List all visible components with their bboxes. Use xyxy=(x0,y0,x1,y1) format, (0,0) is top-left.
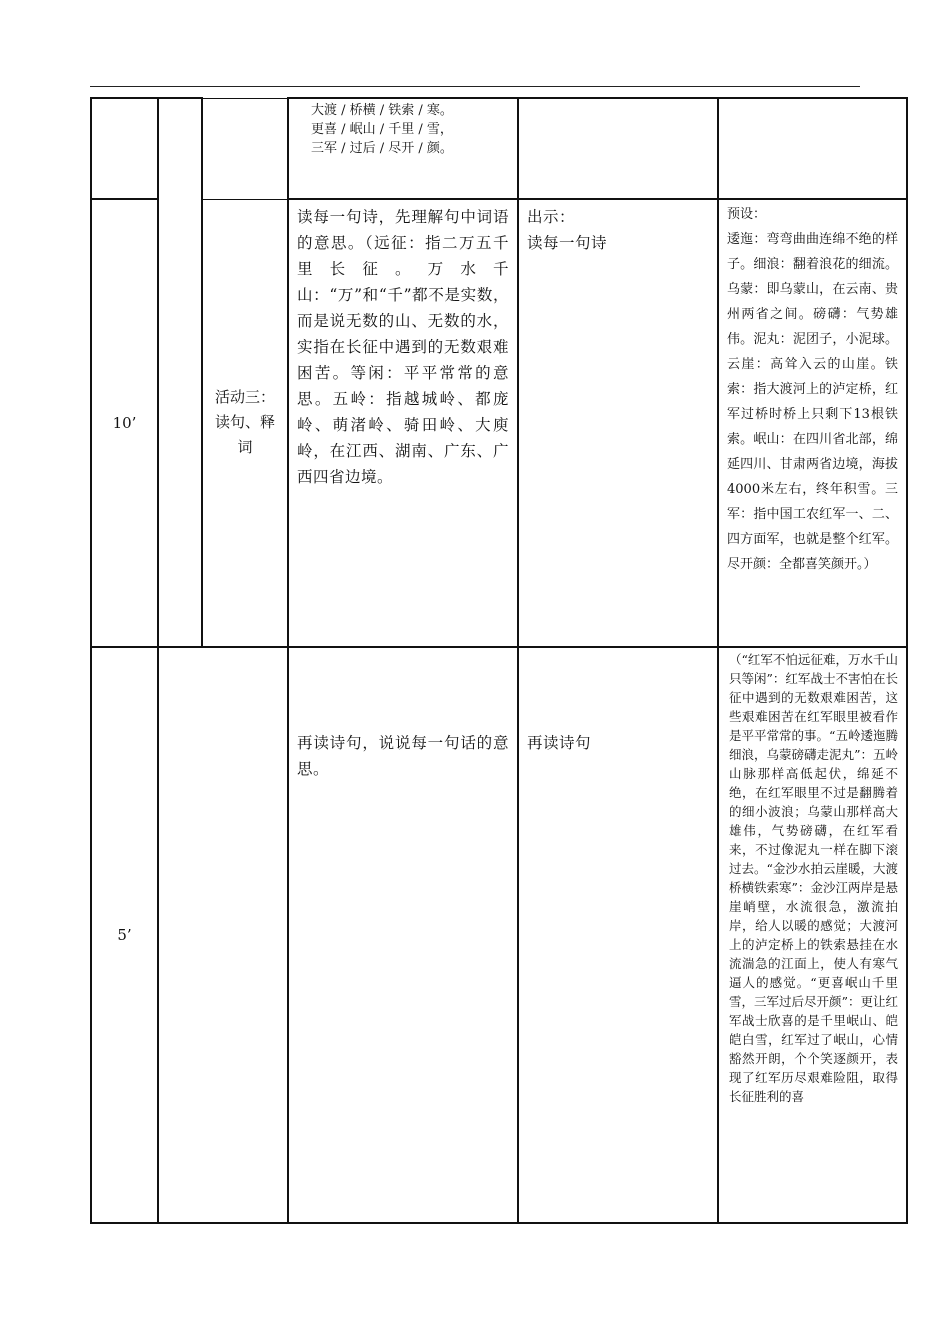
notes-cell xyxy=(718,98,907,199)
lesson-plan-table xyxy=(90,97,908,1224)
poem-lines xyxy=(289,99,517,158)
activity-cell xyxy=(202,199,288,647)
section-cell xyxy=(158,98,202,647)
table-row xyxy=(91,647,907,1223)
poem-line: 更喜 / 岷山 / 千里 / 雪， xyxy=(311,122,453,137)
notes-cell xyxy=(718,199,907,647)
section-cell xyxy=(158,647,288,1223)
student-activity-text: 读每一句诗，先理解句中词语的意思。（远征：指二万五千里长征。万水千山：“万”和“千”都不是实数，而是说无数的山、无数的水，实指在长征中遇到的无数艰难困苦。等闲：平平常常的意思。五岭：指越城岭、都庞岭、萌渚岭、骑田岭、大庾岭，在江西、湖南、广东、广西四省边境。 xyxy=(297,208,509,486)
time-cell xyxy=(91,98,158,199)
table-row xyxy=(91,98,907,199)
student-activity-cell xyxy=(288,647,518,1223)
teacher-activity-cell xyxy=(518,199,718,647)
student-activity-text: 再读诗句，说说每一句话的意思。 xyxy=(297,734,509,778)
activity-label: 活动三：读句、释词 xyxy=(214,388,275,457)
teacher-activity-cell xyxy=(518,98,718,199)
time-label: 5’ xyxy=(117,926,132,944)
student-activity-cell xyxy=(288,199,518,647)
table-row xyxy=(91,199,907,647)
notes-text: （“红军不怕远征难，万水千山只等闲”：红军战士不害怕在长征中遇到的无数艰难困苦，这些艰难困苦在红军眼里被看作是平平常常的事。“五岭逶迤腾细浪，乌蒙磅礴走泥丸”：五岭山脉那样高低起伏，绵延不绝，在红军眼里不过是翻腾着的细小波浪；乌蒙山那样高大雄伟，气势磅礴，在红军看来，不过像泥丸一样在脚下滚过去。“金沙水拍云崖暖，大渡桥横铁索寒”：金沙江两岸是悬崖峭壁，水流很急，激流拍岸，给人以暖的感觉；大渡河上的泸定桥上的铁索悬挂在水流湍急的江面上，使人有寒气逼人的感觉。“更喜岷山千里雪，三军过后尽开颜”：更让红军战士欣喜的是千里岷山、皑皑白雪，红军过了岷山，心情豁然开朗，个个笑逐颜开，表现了红军历尽艰难险阻，取得长征胜利的喜 xyxy=(729,652,898,1104)
activity-cell xyxy=(202,98,288,199)
poem-line: 大渡 / 桥横 / 铁索 / 寒。 xyxy=(311,103,453,118)
time-cell xyxy=(91,647,158,1223)
header-rule xyxy=(90,86,860,87)
poem-line: 三军 / 过后 / 尽开 / 颜。 xyxy=(311,141,453,156)
time-cell xyxy=(91,199,158,647)
teacher-activity-text: 出示： 读每一句诗 xyxy=(527,208,608,252)
notes-cell xyxy=(718,647,907,1223)
student-activity-cell xyxy=(288,98,518,199)
teacher-activity-cell xyxy=(518,647,718,1223)
notes-text: 预设： 逶迤：弯弯曲曲连绵不绝的样子。细浪：翻着浪花的细流。乌蒙：即乌蒙山，在云南、贵州两省之间。磅礴：气势雄伟。泥丸：泥团子，小泥球。云崖：高耸入云的山崖。铁索：指大渡河上的泸定桥，红军过桥时桥上只剩下13根铁索。岷山：在四川省北部，绵延四川、甘肃两省边境，海拔4000米左右，终年积雪。三军：指中国工农红军一、二、四方面军，也就是整个红军。尽开颜：全都喜笑颜开。） xyxy=(727,207,898,572)
time-label: 10’ xyxy=(112,414,137,432)
teacher-activity-text: 再读诗句 xyxy=(527,734,592,752)
